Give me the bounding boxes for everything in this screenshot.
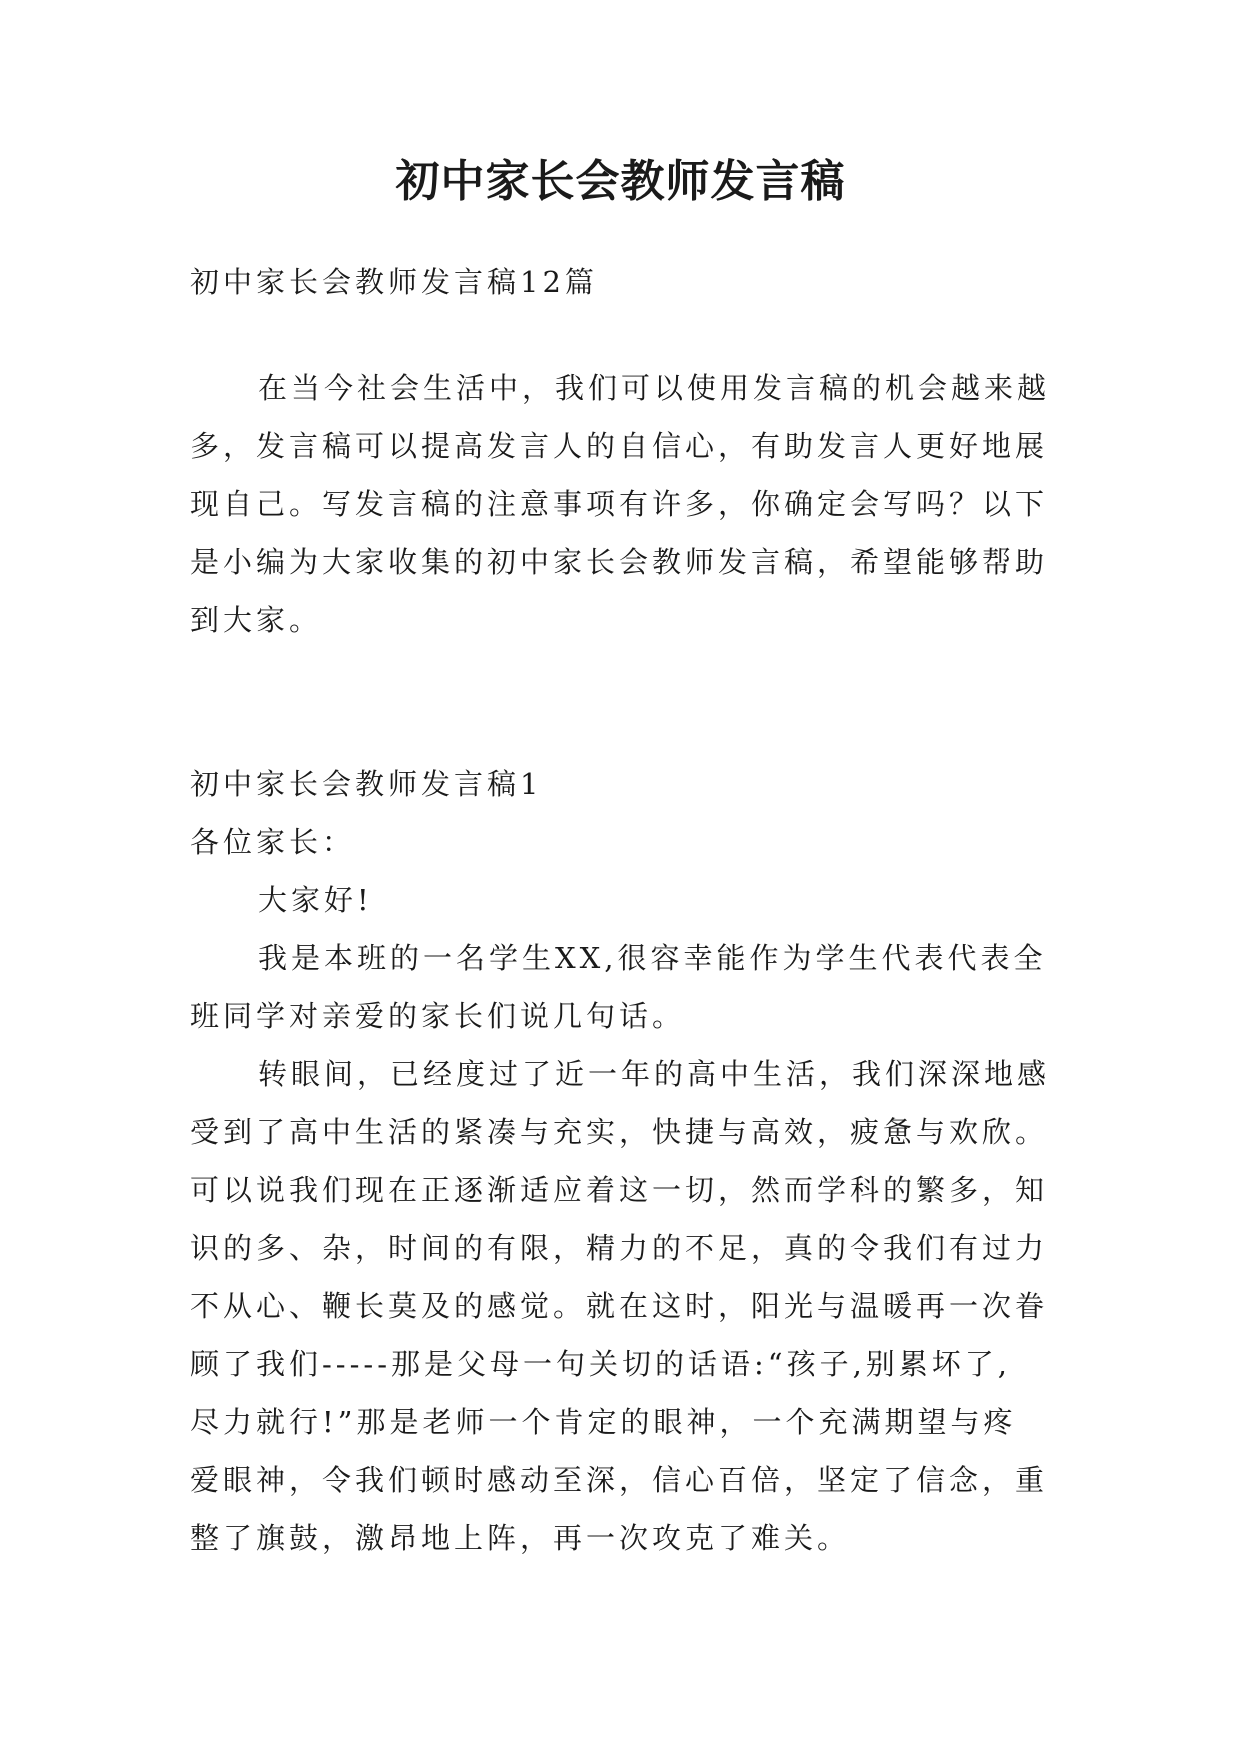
intro-line: 到大家。 (190, 603, 323, 637)
paragraph-line: 整了旗鼓，激昂地上阵，再一次攻克了难关。 (190, 1521, 851, 1555)
paragraph-line: 班同学对亲爱的家长们说几句话。 (190, 999, 686, 1033)
paragraph-line: 识的多、杂，时间的有限，精力的不足，真的令我们有过力 (190, 1231, 1049, 1265)
paragraph-line: 顾了我们-----那是父母一句关切的话语:“孩子,别累坏了, (190, 1347, 1012, 1381)
intro-line: 多，发言稿可以提高发言人的自信心，有助发言人更好地展 (190, 429, 1049, 463)
intro-line: 现自己。写发言稿的注意事项有许多，你确定会写吗？以下 (190, 487, 1049, 521)
document-subtitle: 初中家长会教师发言稿12篇 (190, 265, 598, 299)
paragraph-line: 可以说我们现在正逐渐适应着这一切，然而学科的繁多，知 (190, 1173, 1049, 1207)
intro-line: 在当今社会生活中，我们可以使用发言稿的机会越来越 (258, 371, 1051, 405)
paragraph-line: 我是本班的一名学生XX,很容幸能作为学生代表代表全 (258, 941, 1047, 975)
intro-paragraph (190, 359, 1060, 649)
paragraph-line: 转眼间，已经度过了近一年的高中生活，我们深深地感 (258, 1057, 1051, 1091)
paragraph-line: 尽力就行!”那是老师一个肯定的眼神，一个充满期望与疼 (190, 1405, 1017, 1439)
paragraph-1 (190, 929, 1060, 1045)
paragraph-line: 不从心、鞭长莫及的感觉。就在这时，阳光与温暖再一次眷 (190, 1289, 1049, 1323)
greeting: 大家好! (258, 883, 373, 917)
document-title: 初中家长会教师发言稿 (395, 156, 846, 207)
salutation: 各位家长： (190, 825, 356, 859)
intro-line: 是小编为大家收集的初中家长会教师发言稿，希望能够帮助 (190, 545, 1049, 579)
section-heading: 初中家长会教师发言稿1 (190, 767, 543, 801)
paragraph-line: 爱眼神，令我们顿时感动至深，信心百倍，坚定了信念，重 (190, 1463, 1049, 1497)
paragraph-line: 受到了高中生活的紧凑与充实，快捷与高效，疲惫与欢欣。 (190, 1115, 1049, 1149)
paragraph-2 (190, 1045, 1060, 1567)
